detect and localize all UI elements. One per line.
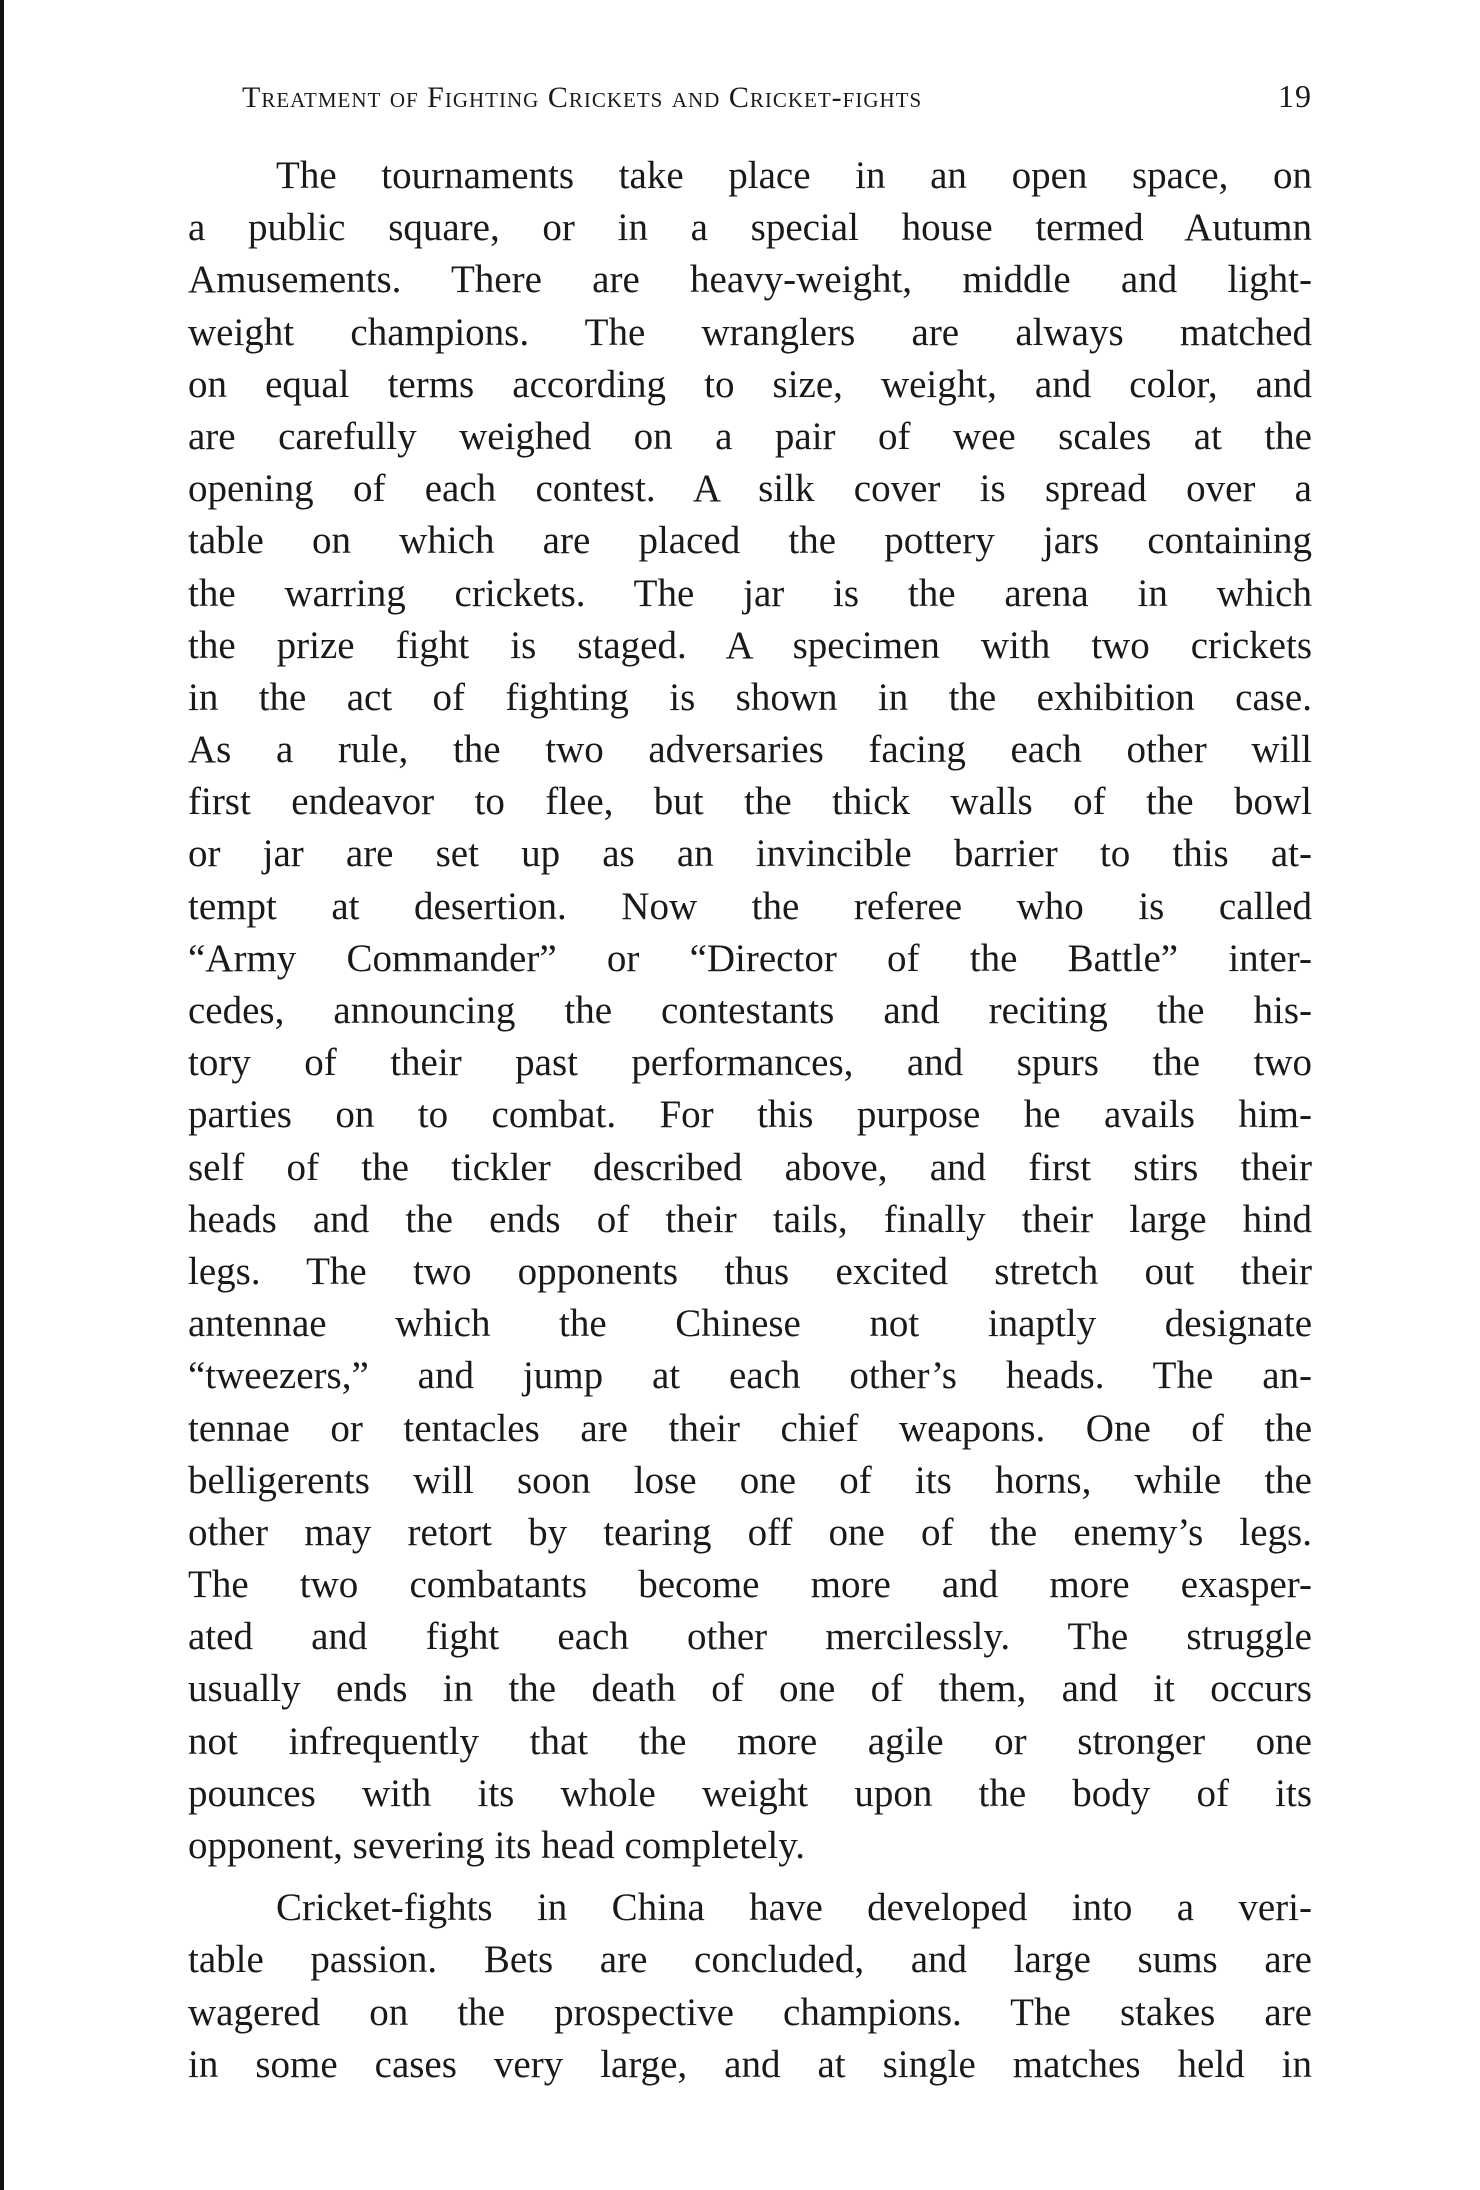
text-line: or jar are set up as an invincible barrier to this at- — [188, 832, 1312, 876]
text-line: wagered on the prospective champions. The stakes are — [188, 1990, 1312, 2034]
text-line: are carefully weighed on a pair of wee scales at the — [188, 414, 1312, 458]
text-line: self of the tickler described above, and first stirs their — [188, 1145, 1312, 1189]
text-line: legs. The two opponents thus excited stretch out their — [188, 1249, 1312, 1293]
text-line: “Army Commander” or “Director of the Battle” inter- — [188, 936, 1312, 980]
text-line: The tournaments take place in an open space, on — [276, 154, 1312, 197]
text-line: in some cases very large, and at single matches held in — [188, 2042, 1312, 2086]
body-text — [188, 150, 1312, 2091]
text-line: not infrequently that the more agile or stronger one — [188, 1719, 1312, 1763]
text-line: tennae or tentacles are their chief weapons. One of the — [188, 1406, 1312, 1450]
text-line: ated and fight each other mercilessly. The struggle — [188, 1615, 1312, 1659]
page-number: 19 — [1278, 78, 1312, 114]
text-line: the prize fight is staged. A specimen with two crickets — [188, 623, 1312, 667]
running-head-title: Treatment of Fighting Crickets and Cricket-fights — [242, 81, 923, 114]
text-line: table on which are placed the pottery jars containing — [188, 519, 1312, 563]
text-line: heads and the ends of their tails, finally their large hind — [188, 1197, 1312, 1241]
paragraph-spacer — [188, 1872, 1312, 1882]
text-line: opponent, severing its head completely. — [188, 1824, 805, 1867]
text-line: cedes, announcing the contestants and reciting the his- — [188, 989, 1312, 1032]
text-line: a public square, or in a special house termed Autumn — [188, 206, 1312, 250]
text-line: “tweezers,” and jump at each other’s heads. The an- — [188, 1354, 1312, 1398]
text-line: other may retort by tearing off one of the enemy’s legs. — [188, 1510, 1312, 1554]
text-line: antennae which the Chinese not inaptly designate — [188, 1302, 1312, 1346]
text-line: Cricket-fights in China have developed into a veri- — [276, 1886, 1312, 1930]
text-line: As a rule, the two adversaries facing each other will — [188, 728, 1312, 772]
paragraph-2 — [188, 1882, 1312, 2091]
text-line: belligerents will soon lose one of its horns, while the — [188, 1458, 1312, 1502]
book-page — [188, 78, 1312, 2091]
text-line: on equal terms according to size, weight, and color, and — [188, 362, 1312, 406]
text-line: tory of their past performances, and spurs the two — [188, 1041, 1312, 1085]
text-line: opening of each contest. A silk cover is spread over a — [188, 467, 1312, 511]
running-head — [188, 78, 1312, 126]
paragraph-1 — [188, 150, 1312, 1872]
text-line: pounces with its whole weight upon the body of its — [188, 1771, 1312, 1815]
text-line: the warring crickets. The jar is the arena in which — [188, 571, 1312, 615]
text-line: in the act of fighting is shown in the exhibition case. — [188, 675, 1312, 719]
text-line: parties on to combat. For this purpose he avails him- — [188, 1093, 1312, 1137]
text-line: first endeavor to flee, but the thick walls of the bowl — [188, 780, 1312, 824]
text-line: Amusements. There are heavy-weight, middle and light- — [188, 258, 1312, 302]
text-line: weight champions. The wranglers are always matched — [188, 310, 1312, 354]
text-line: The two combatants become more and more exasper- — [188, 1563, 1312, 1607]
text-line: table passion. Bets are concluded, and large sums are — [188, 1938, 1312, 1982]
page-edge-rule — [0, 0, 4, 2190]
text-line: tempt at desertion. Now the referee who is called — [188, 884, 1312, 928]
text-line: usually ends in the death of one of them, and it occurs — [188, 1667, 1312, 1711]
